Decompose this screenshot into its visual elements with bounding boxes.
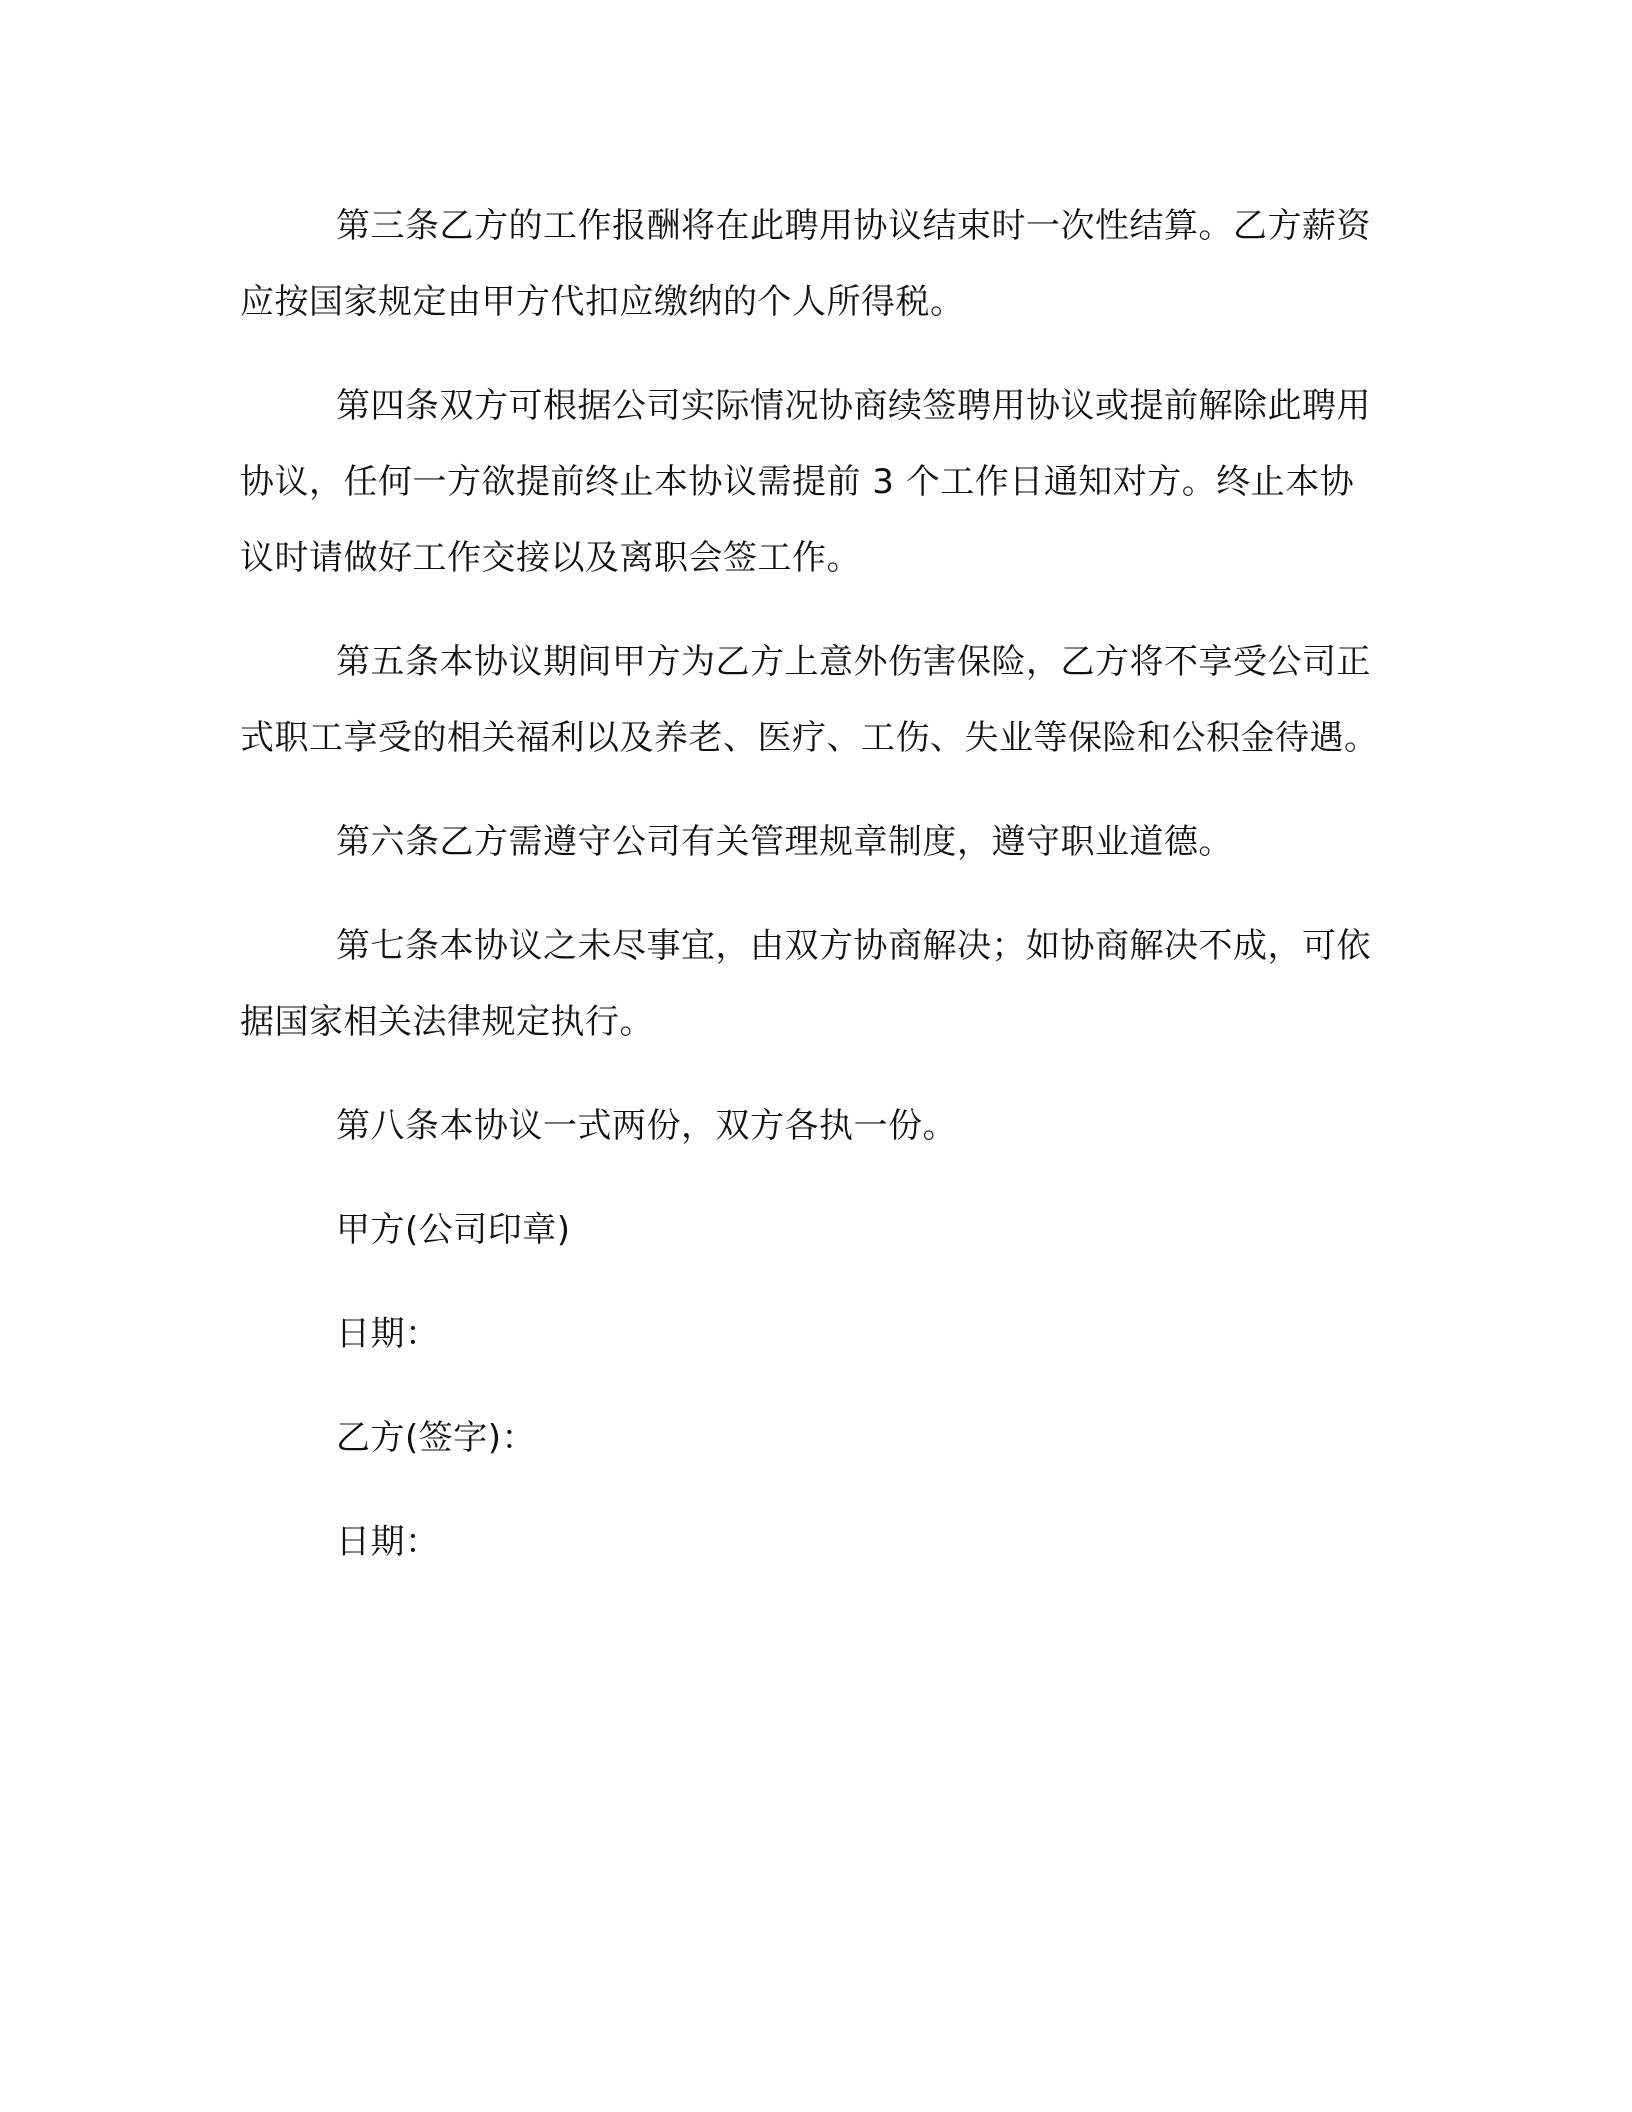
clause-5-paragraph: 第五条本协议期间甲方为乙方上意外伤害保险，乙方将不享受公司正式职工享受的相关福利以及养老、医疗、工伤、失业等保险和公积金待遇。 — [240, 642, 1379, 758]
party-b-date-line: 日期： — [336, 1522, 440, 1562]
document-body — [240, 188, 1385, 1580]
clause-6-paragraph: 第六条乙方需遵守公司有关管理规章制度，遵守职业道德。 — [336, 822, 1233, 862]
party-a-seal-line: 甲方(公司印章) — [336, 1210, 571, 1250]
party-b-signature-line: 乙方(签字)： — [336, 1418, 537, 1458]
clause-3-paragraph: 第三条乙方的工作报酬将在此聘用协议结束时一次性结算。乙方薪资应按国家规定由甲方代扣应缴纳的个人所得税。 — [240, 206, 1371, 322]
clause-8-paragraph: 第八条本协议一式两份，双方各执一份。 — [336, 1106, 957, 1146]
clause-7-paragraph: 第七条本协议之未尽事宜，由双方协商解决；如协商解决不成，可依据国家相关法律规定执行。 — [240, 926, 1371, 1042]
party-a-date-line: 日期： — [336, 1314, 440, 1354]
clause-4-paragraph: 第四条双方可根据公司实际情况协商续签聘用协议或提前解除此聘用协议，任何一方欲提前终止本协议需提前 3 个工作日通知对方。终止本协议时请做好工作交接以及离职会签工作。 — [240, 386, 1371, 578]
